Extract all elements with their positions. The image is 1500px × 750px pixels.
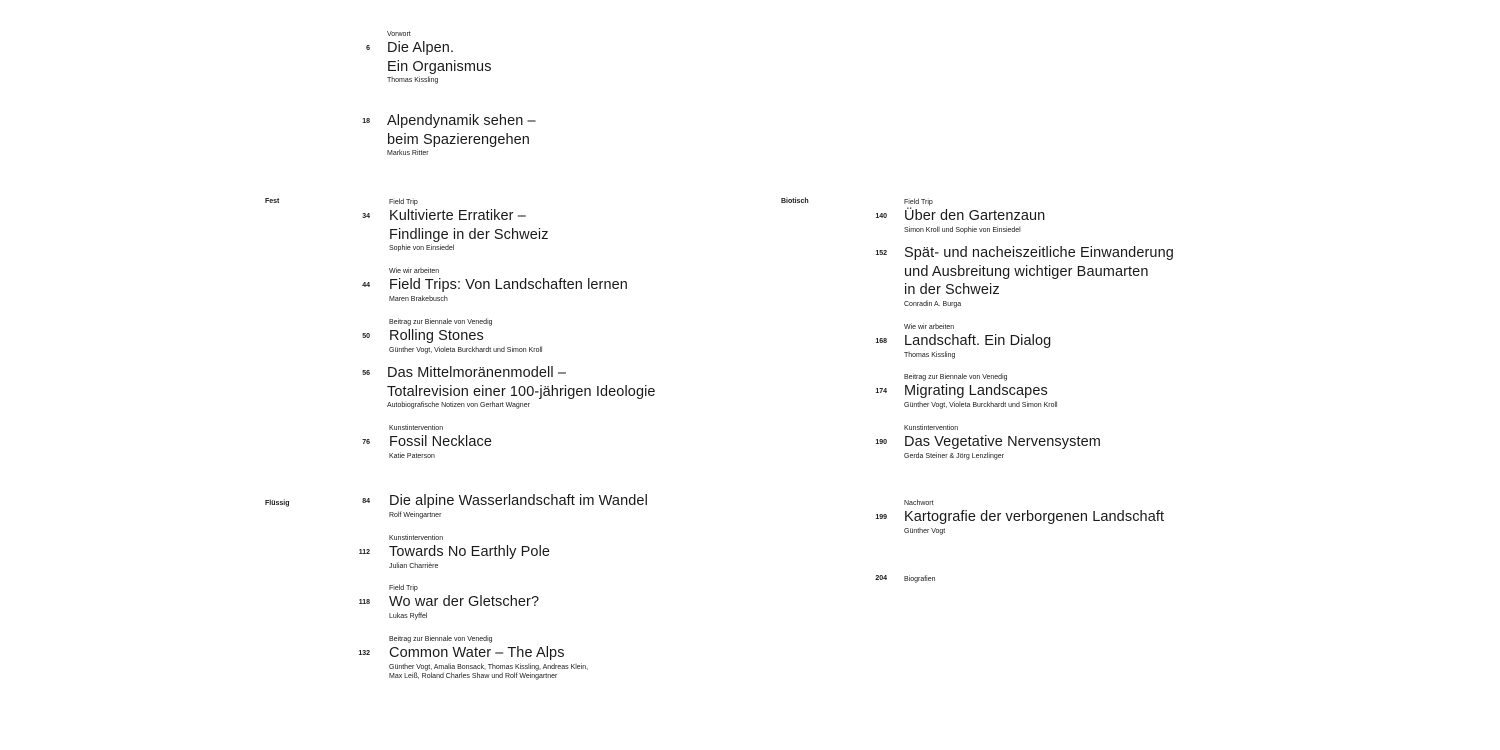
entry-title: Fossil Necklace (389, 434, 493, 450)
entry-label: Beitrag zur Biennale von Venedig (904, 374, 1008, 381)
page-number: 190 (875, 439, 887, 446)
entry-label: Kunstintervention (389, 425, 444, 432)
entry-title: Totalrevision einer 100-jährigen Ideologie (387, 383, 656, 400)
page-number-biografien: 204 (875, 575, 887, 582)
entry-author: Günther Vogt (904, 527, 946, 535)
entry-title: Findlinge in der Schweiz (389, 226, 549, 243)
toc-entry[interactable] (387, 112, 536, 158)
entry-author: Günther Vogt, Violeta Burckhardt und Simon Kroll (904, 401, 1058, 409)
entry-title: Migrating Landscapes (904, 383, 1048, 399)
toc-entry-biografien[interactable] (904, 575, 936, 584)
page-number: 44 (362, 282, 370, 289)
section-heading-fest: Fest (265, 198, 280, 205)
page-number: 168 (875, 338, 887, 345)
entry-author: Günther Vogt, Violeta Burckhardt und Simon Kroll (389, 346, 543, 354)
toc-entry[interactable] (389, 635, 588, 681)
entry-label: Kunstintervention (389, 535, 444, 542)
entry-title: Ein Organismus (387, 58, 492, 75)
entry-title: in der Schweiz (904, 282, 1000, 298)
entry-title: Über den Gartenzaun (904, 208, 1046, 224)
entry-title: Alpendynamik sehen – (387, 113, 536, 129)
entry-author: Markus Ritter (387, 150, 429, 157)
entry-title: Common Water – The Alps (389, 645, 565, 661)
toc-entry[interactable] (387, 30, 492, 85)
entry-author: Günther Vogt, Amalia Bonsack, Thomas Kissling, Andreas Klein, (389, 663, 589, 671)
entry-label: Biografien (904, 576, 936, 583)
entry-title: Kultivierte Erratiker – (389, 208, 526, 224)
entry-label: Field Trip (904, 199, 933, 206)
entry-label: Nachwort (904, 500, 934, 507)
entry-title: Kartografie der verborgenen Landschaft (904, 509, 1165, 525)
toc-entry[interactable] (904, 373, 1058, 410)
entry-label: Field Trip (389, 199, 418, 206)
entry-title: Wo war der Gletscher? (389, 594, 540, 610)
toc-entry[interactable] (904, 424, 1101, 461)
page-number: 152 (875, 250, 887, 257)
page-number: 174 (875, 388, 887, 395)
entry-author: Thomas Kissling (387, 77, 439, 84)
entry-author: Simon Kroll und Sophie von Einsiedel (904, 226, 1021, 234)
page-number: 140 (875, 213, 887, 220)
entry-author: Rolf Weingartner (389, 511, 442, 519)
page-number: 199 (875, 514, 887, 521)
entry-author: Lukas Ryffel (389, 612, 428, 620)
section-heading-fluessig: Flüssig (265, 500, 290, 507)
page-number: 76 (362, 439, 370, 446)
entry-author: Maren Brakebusch (389, 295, 448, 303)
page-number: 112 (358, 549, 370, 556)
page-number: 6 (366, 45, 370, 52)
entry-title: Das Vegetative Nervensystem (904, 434, 1101, 450)
entry-author: Sophie von Einsiedel (389, 245, 455, 252)
toc-entry[interactable] (389, 534, 550, 571)
entry-title: beim Spazierengehen (387, 131, 530, 148)
entry-title: Landschaft. Ein Dialog (904, 333, 1052, 349)
entry-author: Katie Paterson (389, 452, 435, 460)
entry-title: Die Alpen. (387, 40, 455, 56)
entry-title: Towards No Earthly Pole (389, 544, 551, 560)
entry-author: Julian Charrière (389, 562, 439, 570)
page-number: 34 (362, 213, 370, 220)
entry-label: Vorwort (387, 31, 411, 38)
toc-entry[interactable] (389, 424, 492, 461)
toc-entry[interactable] (904, 499, 1164, 536)
entry-author: Conradin A. Burga (904, 300, 962, 308)
section-heading-biotisch: Biotisch (781, 198, 809, 205)
entry-title: Rolling Stones (389, 328, 484, 344)
toc-entry[interactable] (389, 492, 648, 520)
entry-title: Spät- und nacheiszeitliche Einwanderung (904, 245, 1174, 261)
entry-author: Autobiografische Notizen von Gerhart Wagner (387, 402, 530, 409)
toc-entry[interactable] (904, 323, 1051, 360)
entry-label: Kunstintervention (904, 425, 959, 432)
entry-label: Wie wir arbeiten (389, 268, 440, 275)
page-number: 50 (362, 333, 370, 340)
toc-entry[interactable] (389, 267, 628, 304)
toc-entry[interactable] (904, 198, 1045, 235)
toc-entry[interactable] (389, 318, 543, 355)
entry-title: Das Mittelmoränenmodell – (387, 365, 566, 381)
page-number: 84 (362, 498, 370, 505)
page-number: 132 (358, 650, 370, 657)
entry-title: und Ausbreitung wichtiger Baumarten (904, 263, 1149, 280)
entry-author: Max Leiß, Roland Charles Shaw und Rolf Weingartner (389, 672, 558, 680)
entry-label: Beitrag zur Biennale von Venedig (389, 319, 493, 326)
entry-title: Die alpine Wasserlandschaft im Wandel (389, 493, 648, 509)
entry-author: Thomas Kissling (904, 351, 956, 359)
entry-label: Wie wir arbeiten (904, 324, 955, 331)
page-number: 56 (362, 370, 370, 377)
entry-title: Field Trips: Von Landschaften lernen (389, 277, 628, 293)
entry-label: Beitrag zur Biennale von Venedig (389, 636, 493, 643)
entry-author: Gerda Steiner & Jörg Lenzlinger (904, 452, 1004, 460)
page-number: 118 (358, 599, 370, 606)
toc-entry[interactable] (387, 364, 656, 410)
entry-label: Field Trip (389, 585, 418, 592)
toc-entry[interactable] (904, 244, 1174, 309)
toc-entry[interactable] (389, 198, 549, 253)
page-number: 18 (362, 118, 370, 125)
toc-entry[interactable] (389, 584, 539, 621)
